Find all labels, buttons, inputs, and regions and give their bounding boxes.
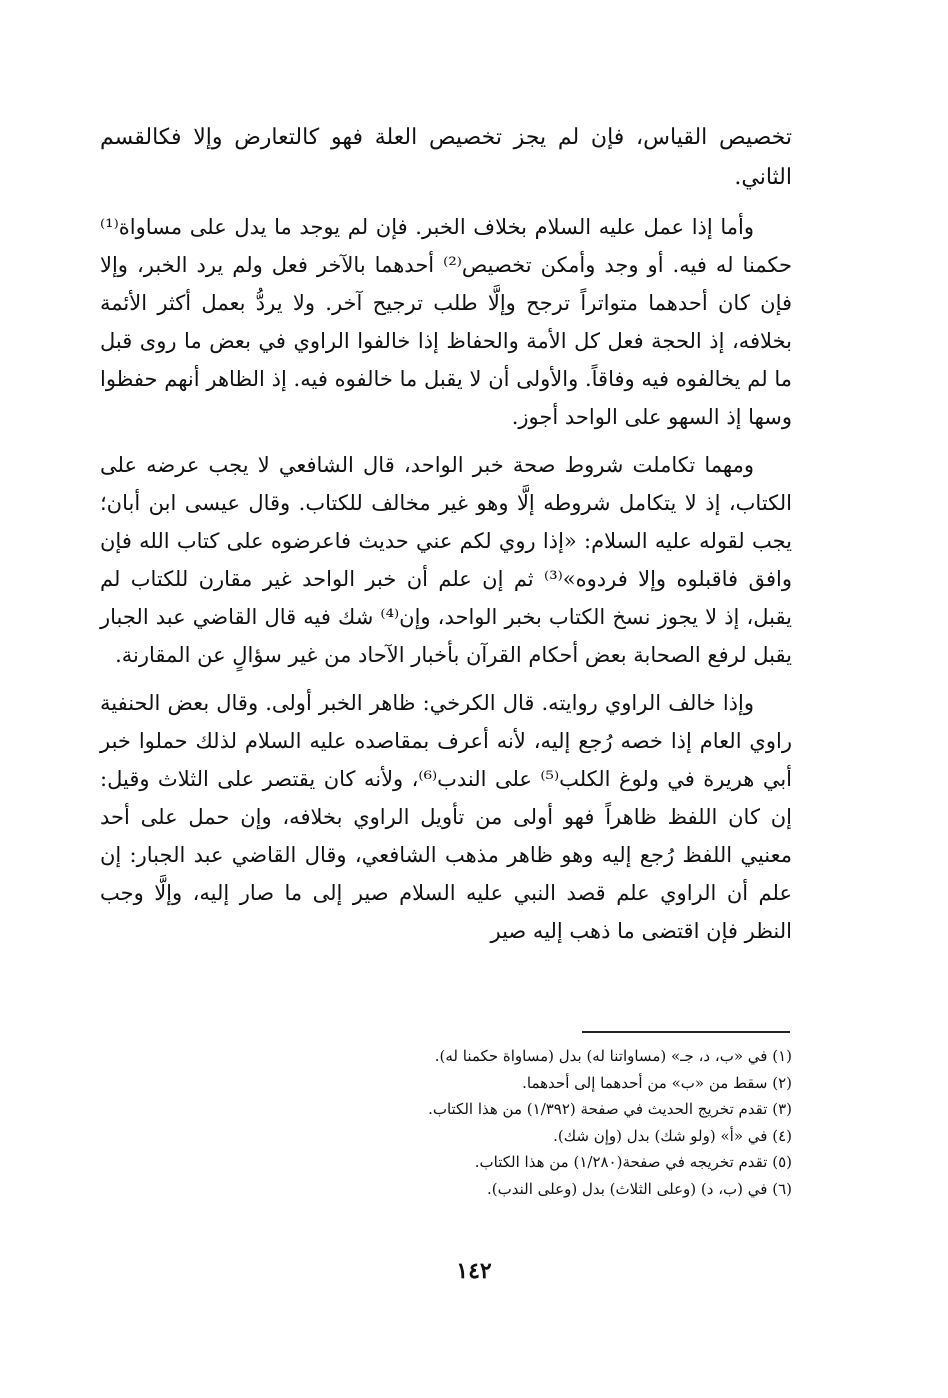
footnotes — [200, 1043, 792, 1202]
page-number: ١٤٢ — [456, 1258, 492, 1284]
paragraph-4: وإذا خالف الراوي روايته. قال الكرخي: ظاهر الخبر أولى. وقال بعض الحنفية راوي العام إذا خصه رُجع إليه، لأنه أعرف بمقاصده عليه السلام لذلك حملوا خبر أبي هريرة في ولوغ الكلب⁽⁵⁾ على الندب⁽⁶⁾، ولأنه كان يقتصر على الثلاث وقيل: إن كان اللفظ ظاهراً فهو أولى من تأويل الراوي بخلافه، وإن حمل على أحد معنيي اللفظ رُجع إليه وهو ظاهر مذهب الشافعي، وقال القاضي عبد الجبار: إن علم أن الراوي علم قصد النبي عليه السلام صير إلى ما صار إليه، وإلَّا وجب النظر فإن اقتضى ما ذهب إليه صير — [100, 691, 793, 943]
paragraph-3: ومهما تكاملت شروط صحة خبر الواحد، قال الشافعي لا يجب عرضه على الكتاب، إذ لا يتكامل شروطه إلَّا وهو غير مخالف للكتاب. وقال عيسى ابن أبان؛ يجب لقوله عليه السلام: «إذا روي لكم عني حديث فاعرضوه على كتاب الله فإن وافق فاقبلوه وإلا فردوه»⁽³⁾ ثم إن علم أن خبر الواحد غير مقارن للكتاب لم يقبل، إذ لا يجوز نسخ الكتاب بخبر الواحد، وإن⁽⁴⁾ شك فيه قال القاضي عبد الجبار يقبل لرفع الصحابة بعض أحكام القرآن بأخبار الآحاد من غير سؤالٍ عن المقارنة. — [100, 453, 792, 667]
footnote-separator — [582, 1031, 790, 1033]
paragraph-1: تخصيص القياس، فإن لم يجز تخصيص العلة فهو كالتعارض وإلا فكالقسم الثاني. — [100, 125, 792, 190]
footnote-4: (٤) في «أ» (ولو شك) بدل (وإن شك). — [553, 1126, 792, 1145]
footnote-1: (١) في «ب، د، جـ» (مساواتنا له) بدل (مساواة حكمنا له). — [434, 1047, 792, 1065]
footnote-6: (٦) في (ب، د) (وعلى الثلاث) بدل (وعلى الندب). — [487, 1179, 792, 1198]
footnote-2: (٢) سقط من «ب» من أحدهما إلى أحدهما. — [522, 1073, 792, 1092]
footnote-3: (٣) تقدم تخريج الحديث في صفحة (١/٣٩٢) من هذا الكتاب. — [428, 1100, 792, 1118]
main-text — [100, 118, 792, 950]
footnote-5: (٥) تقدم تخريجه في صفحة(١/٢٨٠) من هذا الكتاب. — [474, 1153, 792, 1171]
paragraph-2: وأما إذا عمل عليه السلام بخلاف الخبر. فإن لم يوجد ما يدل على مساواة⁽¹⁾ حكمنا له فيه. أو وجد وأمكن تخصيص⁽²⁾ أحدهما بالآخر فعل ولم يرد الخبر، وإلا فإن كان أحدهما متواتراً ترجح وإلَّا طلب ترجيح آخر. ولا يردُّ بعمل أكثر الأئمة بخلافه، إذ الحجة فعل كل الأمة والحفاظ إذا خالفوا الراوي في بعض ما روى قبل ما لم يخالفوه فيه وفاقاً. والأولى أن لا يقبل ما خالفوه فيه. إذ الظاهر أنهم حفظوا وسها إذ السهو على الواحد أجوز. — [100, 215, 793, 429]
